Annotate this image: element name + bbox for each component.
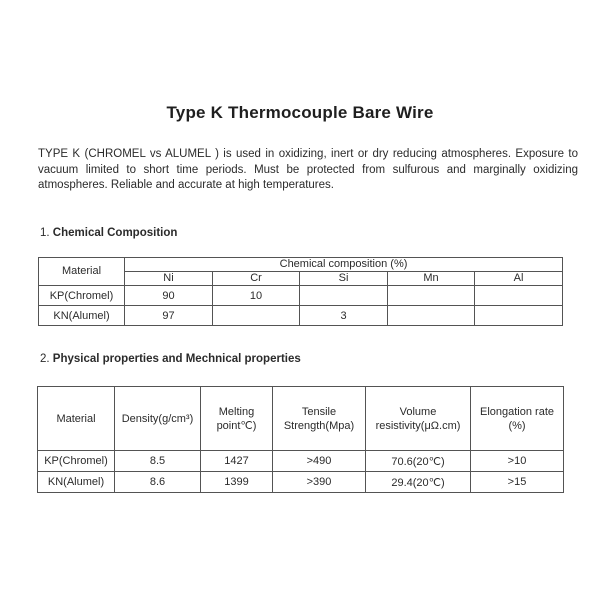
value-cell [300, 286, 388, 306]
column-header-density: Density(g/cm³) [115, 387, 201, 451]
column-header-mn: Mn [388, 272, 475, 286]
value-cell: 90 [125, 286, 213, 306]
value-cell: 1427 [201, 451, 273, 472]
chemical-composition-table [38, 257, 563, 326]
table-header-row [38, 387, 564, 451]
material-cell: KP(Chromel) [38, 451, 115, 472]
column-header-ni: Ni [125, 272, 213, 286]
section-title: Chemical Composition [52, 227, 178, 239]
value-cell: >490 [273, 451, 366, 472]
value-cell: >10 [471, 451, 564, 472]
value-cell: 3 [300, 306, 388, 326]
value-cell [213, 306, 300, 326]
value-cell [388, 306, 475, 326]
value-cell: >390 [273, 472, 366, 493]
column-header-al: Al [475, 272, 563, 286]
material-cell: KN(Alumel) [39, 306, 125, 326]
table-row-kn-alumel [38, 472, 564, 493]
value-cell [388, 286, 475, 306]
table-row-kp-chromel [39, 286, 563, 306]
value-cell: 70.6(20℃) [366, 451, 471, 472]
value-cell [475, 286, 563, 306]
value-cell: 8.5 [115, 451, 201, 472]
column-header-material: Material [39, 258, 125, 286]
value-cell: 97 [125, 306, 213, 326]
column-header-tensile-strength: Tensile Strength(Mpa) [273, 387, 366, 451]
physical-properties-table [37, 386, 564, 493]
column-header-cr: Cr [213, 272, 300, 286]
value-cell: 8.6 [115, 472, 201, 493]
section-number: 2. [40, 353, 50, 365]
column-header-volume-resistivity: Volume resistivity(μΩ.cm) [366, 387, 471, 451]
section-number: 1. [40, 227, 50, 239]
value-cell: 10 [213, 286, 300, 306]
column-header-melting-point: Melting point℃) [201, 387, 273, 451]
table-header-row [39, 258, 563, 272]
value-cell: >15 [471, 472, 564, 493]
column-header-si: Si [300, 272, 388, 286]
intro-paragraph: TYPE K (CHROMEL vs ALUMEL ) is used in oxidizing, inert or dry reducing atmospheres. Exposure to vacuum limited to short time periods. Must be protected from sulfurous and marginally oxidizing atmospheres. Reliable and accurate at high temperatures. [38, 148, 578, 192]
value-cell: 29.4(20℃) [366, 472, 471, 493]
material-cell: KN(Alumel) [38, 472, 115, 493]
page-title: Type K Thermocouple Bare Wire [166, 103, 434, 122]
column-header-material: Material [38, 387, 115, 451]
section-heading-physical-properties [40, 353, 301, 365]
table-row-kn-alumel [39, 306, 563, 326]
column-header-elongation-rate: Elongation rate (%) [471, 387, 564, 451]
column-group-header-composition: Chemical composition (%) [125, 258, 563, 272]
material-cell: KP(Chromel) [39, 286, 125, 306]
section-title: Physical properties and Mechnical properties [52, 353, 301, 365]
value-cell [475, 306, 563, 326]
value-cell: 1399 [201, 472, 273, 493]
table-row-kp-chromel [38, 451, 564, 472]
section-heading-chemical-composition [40, 227, 177, 239]
